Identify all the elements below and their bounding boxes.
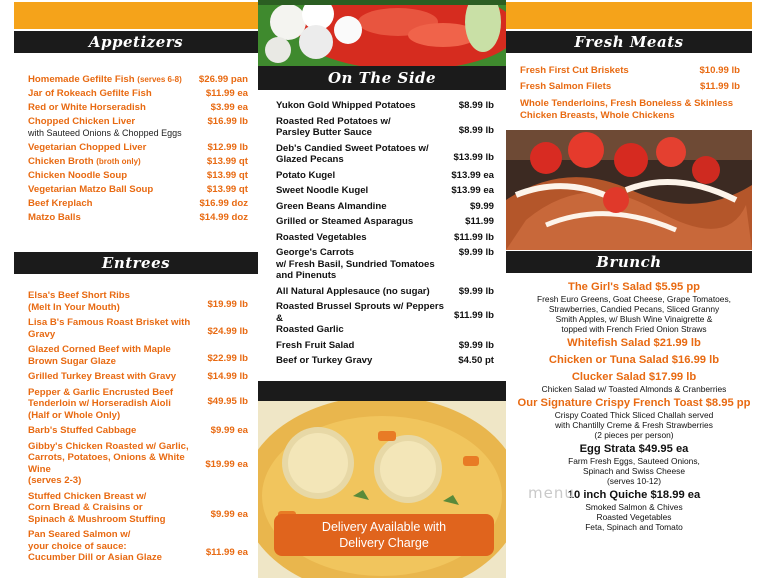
list-item: Homemade Gefilte Fish (serves 6-8) $26.99 pan <box>28 74 248 85</box>
list-item: 10 inch Quiche $18.99 ea Smoked Salmon & Chives Roasted Vegetables Feta, Spinach and Tomato <box>567 489 701 532</box>
list-item: Jar of Rokeach Gefilte Fish $11.99 ea <box>28 88 248 100</box>
list-item: Glazed Corned Beef with Maple Brown Sugar Glaze $22.99 lb <box>28 344 248 367</box>
appetizers-header <box>14 31 258 53</box>
list-item: Vegetarian Matzo Ball Soup $13.99 qt <box>28 184 248 196</box>
list-item: Beef Kreplach $16.99 doz <box>28 198 248 210</box>
list-item: Gibby's Chicken Roasted w/ Garlic, Carrots, Potatoes, Onions & White Wine (serves 2-3) $19.99 ea <box>28 440 248 486</box>
delivery-line1: Delivery Available with <box>321 520 447 534</box>
list-item: The Girl's Salad $5.95 pp Fresh Euro Greens, Goat Cheese, Grape Tomatoes, Strawberries, Candied Pecans, Sliced Granny Smith Apples, w/ Blush Wine Vinaigrette & topped with French Fried Onion Straws <box>537 281 731 334</box>
list-item: Chopped Chicken Liver with Sauteed Onions & Chopped Eggs $16.99 lb <box>28 116 248 138</box>
appetizers-list <box>28 74 248 224</box>
french-toast-illustration <box>506 130 752 250</box>
top-accent-stripe-right <box>506 2 752 29</box>
list-item: Roasted Brussel Sprouts w/ Peppers & Roasted Garlic $11.99 lb <box>276 301 494 335</box>
list-item: Egg Strata $49.95 ea Farm Fresh Eggs, Sauteed Onions, Spinach and Swiss Cheese (serves 10-12) <box>568 443 700 486</box>
entrees-list <box>28 290 248 564</box>
list-item: Lisa B's Famous Roast Brisket with Gravy $24.99 lb <box>28 317 248 340</box>
entrees-title: Entrees <box>101 254 171 272</box>
vegetables-illustration <box>258 0 506 66</box>
list-item: Potato Kugel $13.99 ea <box>276 169 494 181</box>
list-item: Grilled Turkey Breast with Gravy $14.99 lb <box>28 371 248 382</box>
brunch-header <box>506 251 752 273</box>
list-item: Fresh First Cut Briskets $10.99 lb <box>520 65 740 76</box>
list-item: Barb's Stuffed Cabbage $9.99 ea <box>28 425 248 436</box>
delivery-banner <box>274 514 494 556</box>
vegetables-photo <box>258 0 506 66</box>
fresh-meats-note: Whole Tenderloins, Fresh Boneless & Skinless Chicken Breasts, Whole Chickens <box>520 98 734 121</box>
soup-photo-header-bar <box>258 381 506 401</box>
list-item: Beef or Turkey Gravy $4.50 pt <box>276 355 494 366</box>
list-item: Our Signature Crispy French Toast $8.95 pp Crispy Coated Thick Sliced Challah served with Chantilly Creme & Fresh Strawberries (2 pieces per person) <box>517 397 751 440</box>
fresh-meats-title: Fresh Meats <box>574 33 684 51</box>
on-the-side-header <box>258 66 506 90</box>
appetizers-title: Appetizers <box>88 33 184 51</box>
fresh-meats-list <box>520 65 740 92</box>
list-item: Stuffed Chicken Breast w/ Corn Bread & Craisins or Spinach & Mushroom Stuffing $9.99 ea <box>28 490 248 525</box>
list-item: Elsa's Beef Short Ribs (Melt In Your Mouth) $19.99 lb <box>28 290 248 313</box>
list-item: Chicken Broth (broth only) $13.99 qt <box>28 155 248 167</box>
delivery-line2: Delivery Charge <box>339 536 429 550</box>
list-item: Chicken or Tuna Salad $16.99 lb <box>548 354 720 366</box>
list-item: Matzo Balls $14.99 doz <box>28 212 248 224</box>
french-toast-photo <box>506 130 752 250</box>
list-item: Whitefish Salad $21.99 lb <box>567 337 701 349</box>
list-item: All Natural Applesauce (no sugar) $9.99 lb <box>276 285 494 297</box>
top-accent-stripe-left <box>14 2 258 29</box>
list-item: Sweet Noodle Kugel $13.99 ea <box>276 185 494 196</box>
list-item: George's Carrots w/ Fresh Basil, Sundried Tomatoes and Pinenuts $9.99 lb <box>276 247 494 281</box>
entrees-header <box>14 252 258 274</box>
list-item: Deb's Candied Sweet Potatoes w/ Glazed Pecans $13.99 lb <box>276 142 494 165</box>
list-item: Roasted Vegetables $11.99 lb <box>276 231 494 243</box>
list-item: Clucker Salad $17.99 lb Chicken Salad w/ Toasted Almonds & Cranberries <box>541 371 727 394</box>
brunch-title: Brunch <box>596 253 662 271</box>
list-item: Vegetarian Chopped Liver $12.99 lb <box>28 141 248 153</box>
on-the-side-list <box>276 100 494 367</box>
list-item: Green Beans Almandine $9.99 <box>276 200 494 212</box>
list-item: Red or White Horseradish $3.99 ea <box>28 102 248 114</box>
list-item: Pepper & Garlic Encrusted Beef Tenderloin w/ Horseradish Aioli (Half or Whole Only) $49.95 lb <box>28 386 248 421</box>
list-item: Chicken Noodle Soup $13.99 qt <box>28 170 248 182</box>
on-the-side-title: On The Side <box>327 69 437 87</box>
list-item: Roasted Red Potatoes w/ Parsley Butter Sauce $8.99 lb <box>276 115 494 138</box>
list-item: Fresh Fruit Salad $9.99 lb <box>276 339 494 351</box>
list-item: Pan Seared Salmon w/ your choice of sauce: Cucumber Dill or Asian Glaze $11.99 ea <box>28 529 248 563</box>
list-item: Grilled or Steamed Asparagus $11.99 <box>276 216 494 227</box>
list-item: Yukon Gold Whipped Potatoes $8.99 lb <box>276 100 494 111</box>
list-item: Fresh Salmon Filets $11.99 lb <box>520 80 740 92</box>
fresh-meats-header <box>506 31 752 53</box>
menu-watermark: menu <box>528 484 575 502</box>
